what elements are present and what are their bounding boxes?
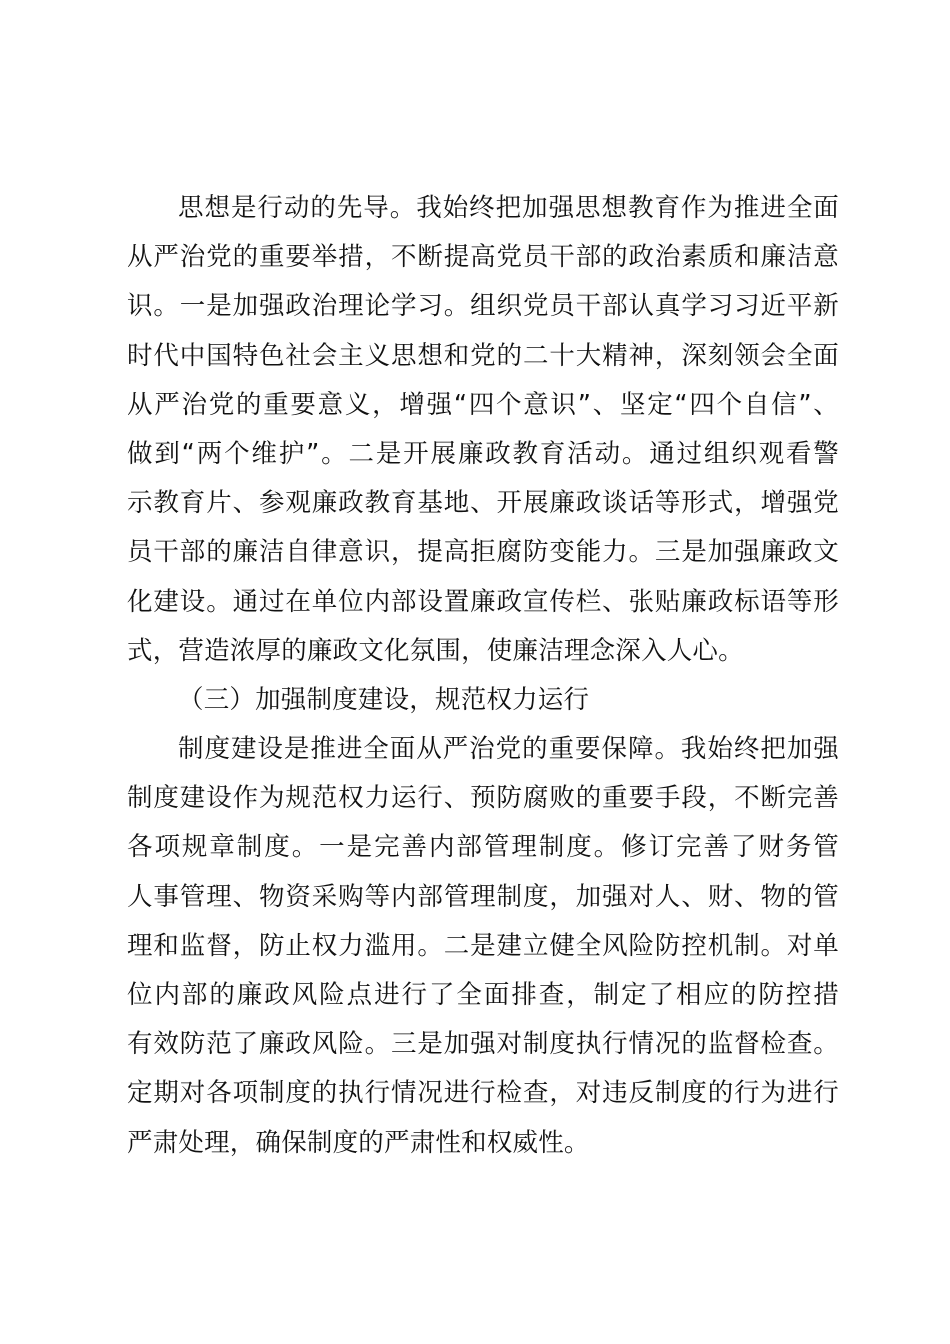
paragraph-line: 从严治党的重要意义，增强“四个意识”、坚定“四个自信”、 <box>127 389 839 420</box>
paragraph-line: 时代中国特色社会主义思想和党的二十大精神，深刻领会全面 <box>127 340 839 371</box>
paragraph-line: 思想是行动的先导。我始终把加强思想教育作为推进全面 <box>178 193 839 223</box>
paragraph-line: 示教育片、参观廉政教育基地、开展廉政谈话等形式，增强党 <box>127 488 839 519</box>
paragraph-line: 严肃处理，确保制度的严肃性和权威性。 <box>127 1127 590 1158</box>
paragraph-line: 各项规章制度。一是完善内部管理制度。修订完善了财务管 <box>127 832 839 863</box>
paragraph-line: 位内部的廉政风险点进行了全面排查，制定了相应的防控措 <box>127 980 839 1010</box>
paragraph-line: 人事管理、物资采购等内部管理制度，加强对人、财、物的管 <box>127 881 839 912</box>
paragraph-line: 员干部的廉洁自律意识，提高拒腐防变能力。三是加强廉政文 <box>127 537 839 568</box>
section-heading <box>127 676 839 725</box>
paragraph-line: 识。一是加强政治理论学习。组织党员干部认真学习习近平新 <box>127 291 839 322</box>
paragraph-system-building <box>127 725 839 1168</box>
paragraph-line: 从严治党的重要举措，不断提高党员干部的政治素质和廉洁意 <box>127 242 839 273</box>
paragraph-line: 有效防范了廉政风险。三是加强对制度执行情况的监督检查。 <box>127 1029 839 1060</box>
paragraph-line: 化建设。通过在单位内部设置廉政宣传栏、张贴廉政标语等形 <box>127 586 839 617</box>
paragraph-line: 制度建设作为规范权力运行、预防腐败的重要手段，不断完善 <box>127 783 839 814</box>
document-body <box>127 184 839 1168</box>
section-heading-text: （三）加强制度建设，规范权力运行 <box>178 684 590 715</box>
paragraph-line: 做到“两个维护”。二是开展廉政教育活动。通过组织观看警 <box>127 438 839 469</box>
paragraph-thought-education <box>127 184 839 676</box>
paragraph-line: 理和监督，防止权力滥用。二是建立健全风险防控机制。对单 <box>127 930 839 961</box>
paragraph-line: 式，营造浓厚的廉政文化氛围，使廉洁理念深入人心。 <box>127 635 744 666</box>
paragraph-line: 制度建设是推进全面从严治党的重要保障。我始终把加强 <box>178 734 839 765</box>
paragraph-line: 定期对各项制度的执行情况进行检查，对违反制度的行为进行 <box>127 1078 839 1109</box>
